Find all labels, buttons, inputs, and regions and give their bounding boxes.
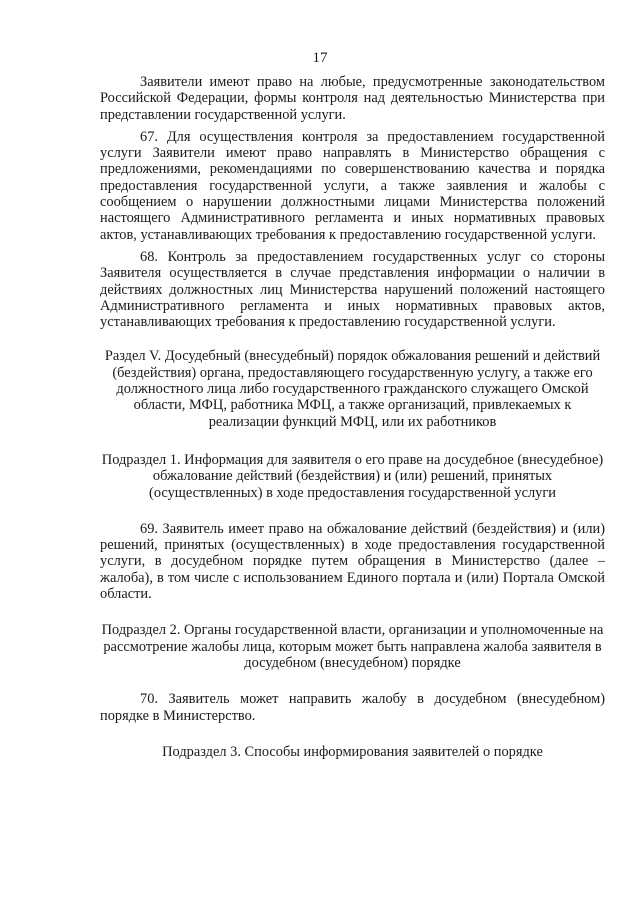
subsection-1-heading: Подраздел 1. Информация для заявителя о его праве на досудебное (внесудебное) обжалование действий (бездействия) и (или) решений, принятых (осуществленных) в ходе предоставления государственной услуги <box>101 451 604 501</box>
subsection-2-heading: Подраздел 2. Органы государственной власти, организации и уполномоченные на рассмотрение жалобы лица, которым может быть направлена жалоба заявителя в досудебном (внесудебном) порядке <box>101 622 604 671</box>
page-number: 17 <box>312 50 328 66</box>
paragraph-67: 67. Для осуществления контроля за предоставлением государственной услуги Заявители имеют право направлять в Министерство обращения с предложениями, рекомендациями по совершенствованию качества и порядка предоставления государственной услуги, а также заявления и жалобы с сообщением о нарушении должностными лицами Министерства положений настоящего Административного регламента и иных нормативных правовых актов, устанавливающих требования к предоставлению государственной услуги. <box>100 128 605 243</box>
paragraph-69: 69. Заявитель имеет право на обжалование действий (бездействия) и (или) решений, принятых (осуществленных) в ходе предоставления государственной услуги, в досудебном порядке путем обращения в Министерство (далее – жалоба), в том числе с использованием Единого портала и (или) Портала Омской области. <box>100 520 605 603</box>
section-5-heading: Раздел V. Досудебный (внесудебный) порядок обжалования решений и действий (бездействия) органа, предоставляющего государственную услугу, а также его должностного лица либо государственного гражданского служащего Омской области, МФЦ, работника МФЦ, а также организаций, привлекаемых к реализации функций МФЦ, или их работников <box>104 348 601 430</box>
subsection-3-heading: Подраздел 3. Способы информирования заявителей о порядке <box>162 743 543 760</box>
paragraph-70: 70. Заявитель может направить жалобу в досудебном (внесудебном) порядке в Министерство. <box>100 691 605 724</box>
paragraph-68: 68. Контроль за предоставлением государственных услуг со стороны Заявителя осуществляется в случае представления информации о наличии в действиях должностных лиц Министерства нарушений положений настоящего Административного регламента и иных нормативных правовых актов, устанавливающих требования к предоставлению государственной услуги. <box>100 248 605 331</box>
paragraph-intro: Заявители имеют право на любые, предусмотренные законодательством Российской Федерации, формы контроля над деятельностью Министерства при представлении государственной услуги. <box>100 74 605 123</box>
document-body <box>100 74 605 760</box>
